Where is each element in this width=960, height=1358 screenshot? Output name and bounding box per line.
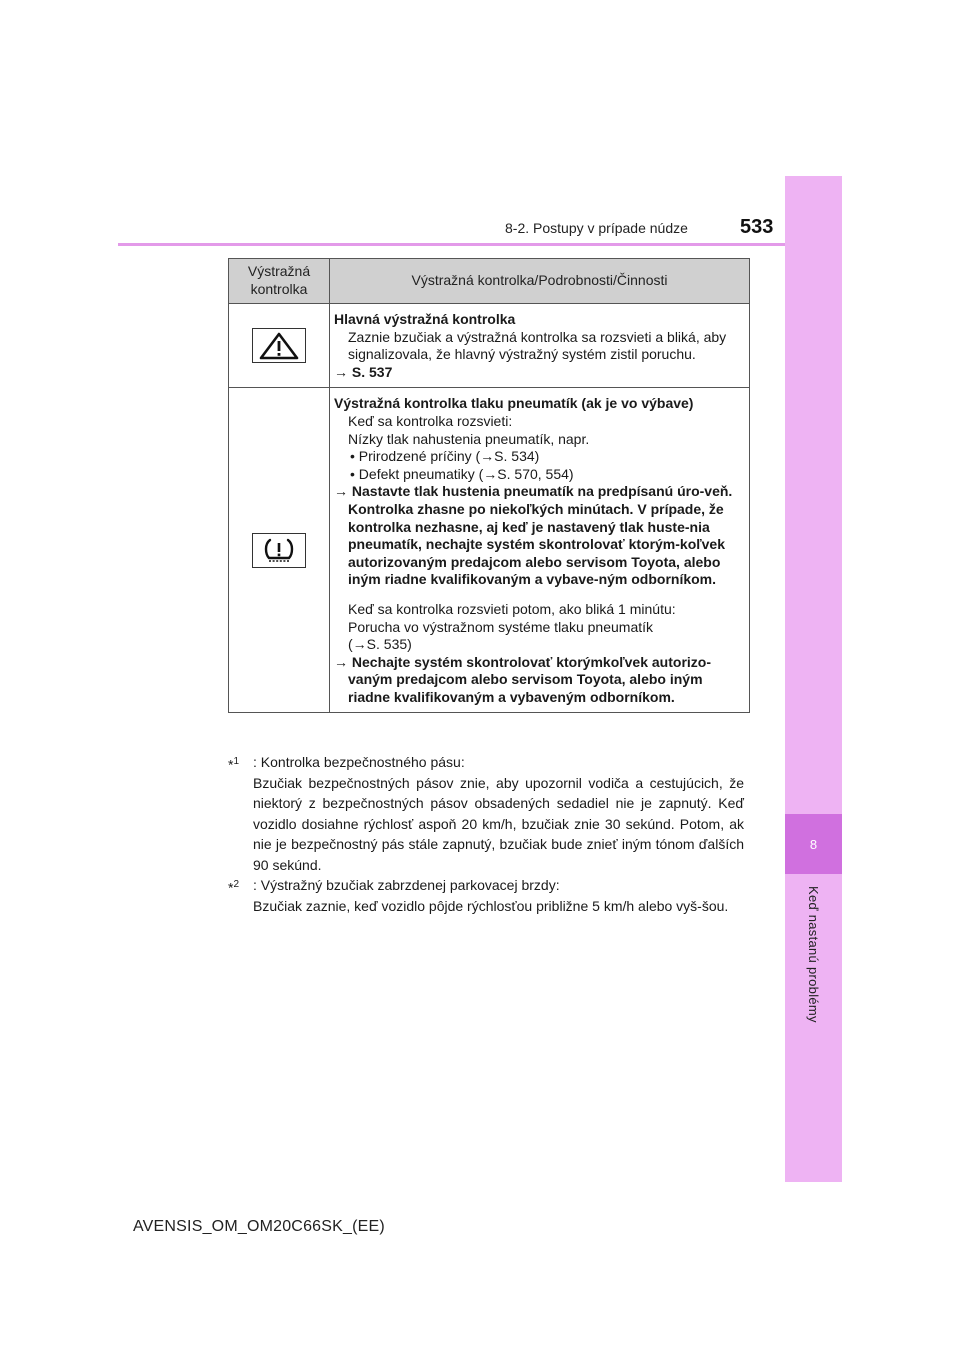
action-text: → Nastavte tlak hustenia pneumatík na predpísanú úro-veň. <box>334 483 733 500</box>
description-cell <box>330 388 750 713</box>
row-title: Výstražná kontrolka tlaku pneumatík (ak je vo výbave) <box>334 395 694 412</box>
header-rule <box>118 243 785 246</box>
document-code-footer: AVENSIS_OM_OM20C66SK_(EE) <box>133 1218 385 1235</box>
footnote-text: Bzučiak zaznie, keď vozidlo pôjde rýchlosťou približne 5 km/h alebo vyš-šou. <box>253 897 729 914</box>
table-row <box>229 388 750 713</box>
footnote-marker: *$^1$ <box>228 756 240 773</box>
when-blink-text: Keď sa kontrolka rozsvieti potom, ako bliká 1 minútu: <box>348 600 676 617</box>
column-header-light: Výstražná kontrolka <box>229 259 330 304</box>
when-on-text: Keď sa kontrolka rozsvieti: <box>348 412 513 429</box>
list-item: • Prirodzené príčiny (→S. 534) <box>350 448 540 465</box>
chapter-number: 8 <box>785 814 842 874</box>
table-row <box>229 304 750 388</box>
row-title: Hlavná výstražná kontrolka <box>334 311 516 327</box>
chapter-title: Keď nastanú problémy <box>806 886 821 1023</box>
action-detail-text: Kontrolka zhasne po niekoľkých minútach. V prípade, že kontrolka nezhasne, aj keď je nastavený tlak huste-nia pneumatík, nechajte systém skontrolovať ktorým-koľvek autorizovaným predajcom alebo servisom Toyota, alebo iným riadne kvalifikovaným a vybave-ným odborníkom. <box>348 500 726 588</box>
column-header-details: Výstražná kontrolka/Podrobnosti/Činnosti <box>330 259 750 304</box>
icon-cell <box>229 304 330 388</box>
page-reference-text: S. 537 <box>351 363 393 380</box>
footnote-marker: *$^2$ <box>228 879 240 896</box>
row-text: Zaznie bzučiak a výstražná kontrolka sa rozsvieti a bliká, aby signalizovala, že hlavný výstražný systém zistil poruchu. <box>348 328 727 363</box>
footnote-title: : Kontrolka bezpečnostného pásu: <box>253 754 465 770</box>
footnote-title: : Výstražný bzučiak zabrzdenej parkovacej brzdy: <box>253 877 560 893</box>
page-reference <box>334 364 746 382</box>
arrow-symbol: → <box>334 363 348 380</box>
master-warning-icon <box>252 328 306 363</box>
footnote-text: Bzučiak bezpečnostných pásov znie, aby upozornil vodiča a cestujúcich, že niektorý z bezpečnostných pásov obsadených sedadiel nie je zapnutý. Keď vozidlo dosiahne rýchlosť aspoň 20 km/h, bzučiak znie 30 sekúnd. Potom, ak nie je bezpečnostný pás stále zapnutý, bzučiak bude znieť iným tónom ďalších 90 sekúnd. <box>253 774 744 873</box>
page-number: 533 <box>740 216 774 238</box>
footnote-1 <box>228 752 744 875</box>
warning-light-table <box>228 258 750 713</box>
chapter-side-tab <box>785 176 842 1182</box>
tire-pressure-warning-icon <box>252 533 306 568</box>
footnote-2 <box>228 875 744 916</box>
chapter-title-vertical <box>785 886 842 1086</box>
description-cell <box>330 304 750 388</box>
cause-text: Nízky tlak nahustenia pneumatík, napr. <box>348 430 590 447</box>
section-title: 8-2. Postupy v prípade núdze <box>505 220 688 236</box>
action-text: → Nechajte systém skontrolovať ktorýmkoľvek autorizo-vaným predajcom alebo servisom Toyota, alebo iným riadne kvalifikovaným a vybaveným odborníkom. <box>334 653 711 705</box>
list-item: • Defekt pneumatiky (→S. 570, 554) <box>350 465 574 482</box>
malfunction-reference: (→S. 535) <box>348 636 412 653</box>
table-header-row <box>229 259 750 304</box>
icon-cell <box>229 388 330 713</box>
malfunction-text: Porucha vo výstražnom systéme tlaku pneumatík <box>348 618 654 635</box>
